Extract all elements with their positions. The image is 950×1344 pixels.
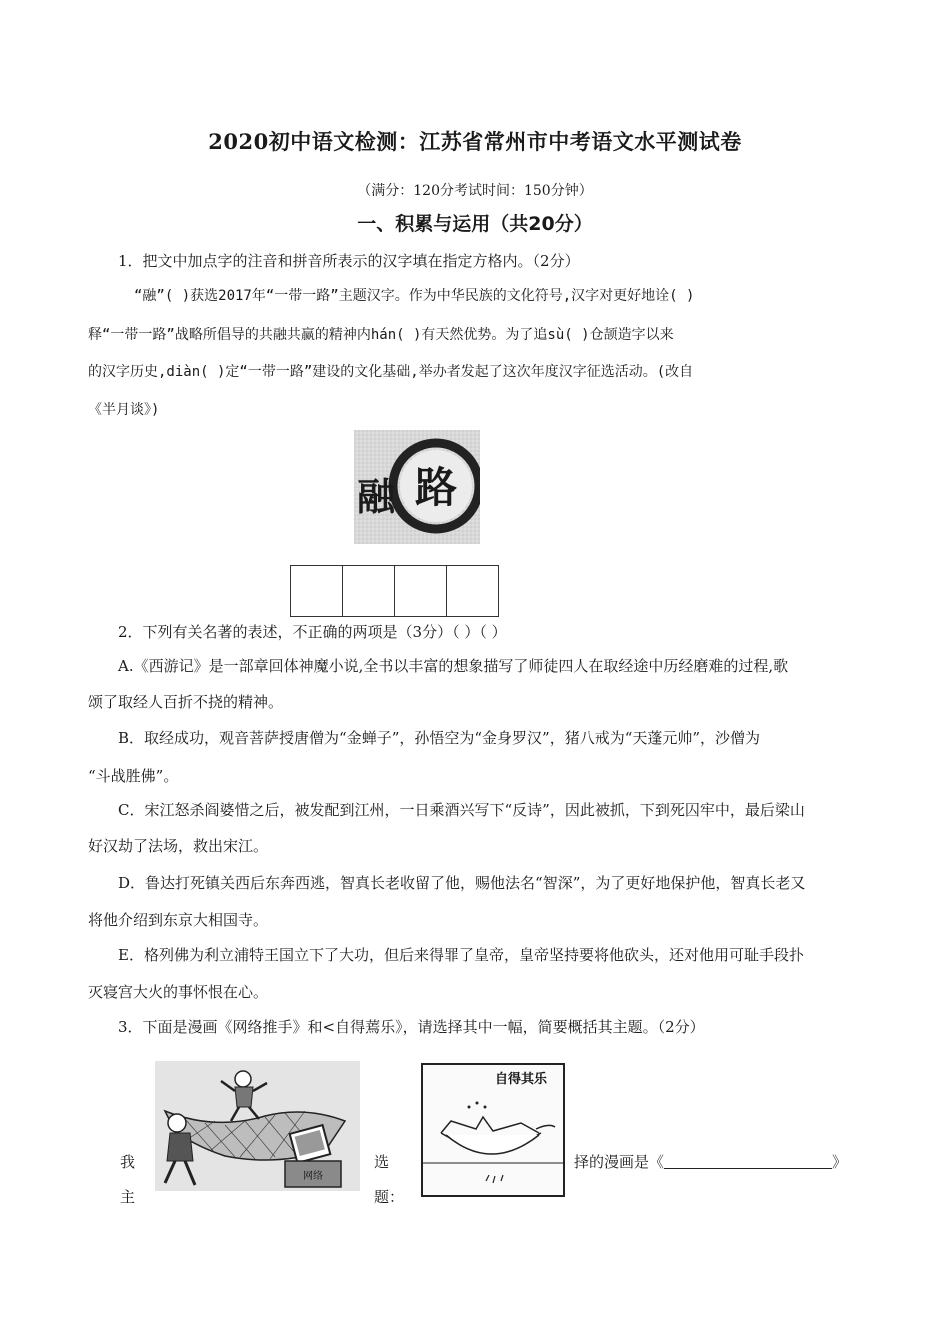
cartoon-box-label: 网络 (303, 1171, 323, 1182)
exam-info: （满分：120分考试时间：150分钟） (357, 183, 593, 199)
q2-option-b: B．取经成功，观音菩萨授唐僧为“金蝉子”，孙悟空为“金身罗汉”，猪八戒为“天蓬元帅”，沙僧为 (118, 729, 761, 747)
cartoon-network-pusher (155, 1061, 360, 1191)
answer-grid (290, 565, 499, 617)
answer-cell[interactable] (395, 566, 447, 616)
q3-prompt: 3．下面是漫画《网络推手》和<自得蔫乐》，请选择其中一幅，简要概括其主题。（2分） (118, 1018, 705, 1036)
page-title: 2020初中语文检测：江苏省常州市中考语文水平测试卷 (208, 129, 742, 154)
q1-passage-line: “融”( )获选2017年“一带一路”主题汉字。作为中华民族的文化符号,汉字对更好地诠( ) (134, 288, 695, 304)
q2-option-d: D．鲁达打死镇关西后东奔西逃，智真长老收留了他，赐他法名“智深”，为了更好地保护他，智真长老又 (118, 874, 806, 892)
q2-option-a: A.《西游记》是一部章回体神魔小说,全书以丰富的想象描写了师徒四人在取经途中历经磨难的过程,歌 (118, 657, 789, 675)
cartoon-title: 自得其乐 (494, 1072, 548, 1087)
q2-option-e: E．格列佛为利立浦特王国立下了大功，但后来得罪了皇帝，皇帝坚持要将他砍头，还对他用可耻手段扑 (118, 946, 804, 964)
answer-selection-line (574, 1151, 847, 1172)
answer-selection-text: 择的漫画是《 (574, 1153, 665, 1171)
q2-option-c: C．宋江怒杀阎婆惜之后，被发配到江州，一日乘酒兴写下“反诗”，因此被抓，下到死囚牢中，最后梁山 (118, 801, 805, 819)
answer-cell[interactable] (447, 566, 499, 616)
q1-prompt: 1．把文中加点字的注音和拼音所表示的汉字填在指定方格内。（2分） (118, 252, 580, 270)
q2-option-e-cont: 灭寝宫大火的事怀恨在心。 (88, 983, 269, 1001)
selection-blank[interactable] (664, 1152, 832, 1169)
answer-prefix-xuan: 选 (374, 1153, 390, 1171)
q2-option-b-cont: “斗战胜佛”。 (88, 767, 179, 785)
q2-option-d-cont: 将他介绍到东京大相国寺。 (88, 911, 269, 929)
q2-option-a-cont: 颂了取经人百折不挠的精神。 (88, 693, 284, 711)
section-heading: 一、积累与运用（共20分） (357, 213, 593, 235)
seal-char-rong: 融 (356, 474, 396, 519)
answer-prefix-ti: 题： (374, 1188, 405, 1206)
q1-passage-line: 释“一带一路”战略所倡导的共融共赢的精神内hán( )有天然优势。为了追sù( )仓颉造字以来 (88, 327, 674, 343)
seal-image (354, 430, 480, 544)
q1-passage-line: 的汉字历史,diàn( )定“一带一路”建设的文化基础,举办者发起了这次年度汉字征选活动。(改自 (88, 364, 694, 380)
q1-passage-line: 《半月谈》) (88, 402, 160, 418)
answer-prefix-wo: 我 (120, 1153, 136, 1171)
answer-cell[interactable] (343, 566, 395, 616)
answer-selection-close: 》 (832, 1153, 848, 1171)
q2-prompt: 2．下列有关名著的表述，不正确的两项是（3分）（ ）（ ） (118, 623, 507, 641)
cartoon-self-content (421, 1063, 565, 1197)
answer-cell[interactable] (291, 566, 343, 616)
seal-char-lu: 路 (414, 463, 458, 512)
answer-prefix-zhu: 主 (120, 1188, 136, 1206)
q2-option-c-cont: 好汉劫了法场，救出宋江。 (88, 837, 269, 855)
